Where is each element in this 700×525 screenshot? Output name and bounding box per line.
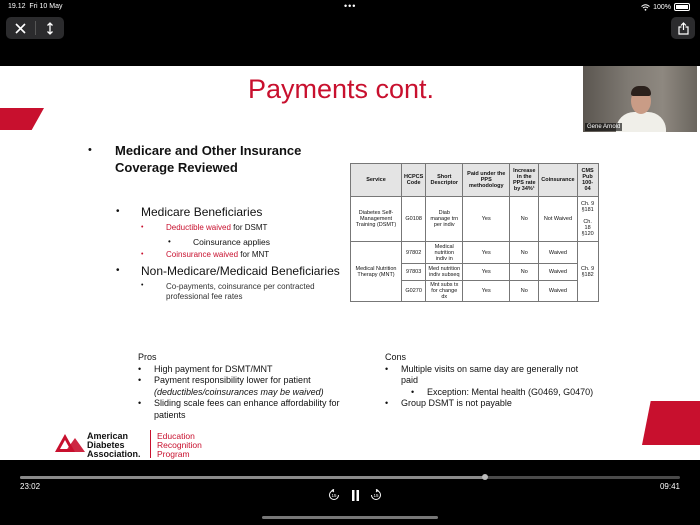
resize-button[interactable] xyxy=(36,17,64,39)
header-increase: Increase in the PPS rate by 34%¹ xyxy=(510,164,539,197)
cons-item xyxy=(385,398,593,410)
status-bar xyxy=(0,0,700,13)
for-mnt: for MNT xyxy=(238,250,270,259)
cell-cms-pub: Ch. 9 §181 Ch. 18 §120 xyxy=(577,197,598,242)
bullet-dot: • xyxy=(385,363,389,374)
cell-code: 97803 xyxy=(402,264,426,281)
top-left-controls xyxy=(6,17,64,39)
status-date: Fri 10 May xyxy=(29,3,63,10)
bullet-dot: • xyxy=(141,282,144,289)
non-medicare-beneficiaries: Non-Medicare/Medicaid Beneficiaries xyxy=(141,264,340,278)
cell-coinsurance: Not Waived xyxy=(539,197,577,242)
wifi-icon xyxy=(641,4,650,11)
erp-line1: Education xyxy=(157,431,195,441)
deductible-line xyxy=(166,223,267,232)
cell-increase: No xyxy=(510,197,539,242)
cell-increase: No xyxy=(510,281,539,302)
skip-back-label: 15 xyxy=(331,492,337,498)
copay-line1: Co-payments, coinsurance per contracted xyxy=(166,282,315,291)
ada-line2: Diabetes xyxy=(87,440,125,450)
header-service: Service xyxy=(351,164,402,197)
cell-paid: Yes xyxy=(463,197,510,242)
ada-line3: Association. xyxy=(87,449,141,459)
pros-section xyxy=(138,352,339,421)
erp-line3: Program xyxy=(157,449,190,459)
cell-descriptor: Medical nutrition indiv in xyxy=(426,242,463,264)
pros-item-text: High payment for DSMT/MNT xyxy=(154,363,273,374)
video-person-body xyxy=(616,112,666,132)
cell-increase: No xyxy=(510,242,539,264)
main-heading xyxy=(115,142,301,176)
close-button[interactable] xyxy=(6,17,35,39)
cons-item-text: paid xyxy=(401,375,419,385)
multitasking-dots-icon[interactable]: ••• xyxy=(344,1,357,11)
bullet-dot: • xyxy=(138,363,142,374)
slide-title: Payments cont. xyxy=(247,74,435,104)
coinsurance-applies: Coinsurance applies xyxy=(193,237,271,247)
medicare-beneficiaries: Medicare Beneficiaries xyxy=(141,205,263,219)
cell-service: Medical Nutrition Therapy (MNT) xyxy=(351,242,402,302)
bullet-dot: • xyxy=(411,386,415,397)
progress-fill xyxy=(20,476,485,479)
ada-line1: American xyxy=(87,431,129,441)
bullet-dot: • xyxy=(138,398,142,408)
ada-triangle-logo-icon xyxy=(55,434,85,456)
cons-section xyxy=(385,352,593,410)
cell-service: Diabetes Self-Management Training (DSMT) xyxy=(351,197,402,242)
share-button[interactable] xyxy=(671,17,695,39)
table-row xyxy=(351,242,599,264)
cons-title: Cons xyxy=(385,352,407,362)
header-pps: Paid under the PPS methodology xyxy=(463,164,510,197)
video-person-hair xyxy=(631,86,651,96)
battery-percent: 100% xyxy=(653,3,671,11)
cons-item-text: Group DSMT is not payable xyxy=(401,398,512,408)
remaining-time: 09:41 xyxy=(659,482,680,491)
header-descriptor: Short Descriptor xyxy=(426,164,463,197)
skip-forward-label: 15 xyxy=(373,492,379,498)
pause-icon xyxy=(351,490,360,501)
erp-wordmark xyxy=(157,432,202,459)
pros-item-text: Sliding scale fees can enhance affordability for xyxy=(154,398,340,408)
cell-code: G0270 xyxy=(402,281,426,302)
cell-coinsurance: Waived xyxy=(539,281,577,302)
bullet-dot: • xyxy=(116,265,120,276)
cell-coinsurance: Waived xyxy=(539,264,577,281)
copay-text xyxy=(166,282,315,302)
cons-sub-item xyxy=(385,387,593,399)
coinsurance-waived: Coinsurance waived xyxy=(166,250,239,259)
cell-paid: Yes xyxy=(463,264,510,281)
cell-code: 97802 xyxy=(402,242,426,264)
participant-video[interactable] xyxy=(583,66,697,132)
accent-shape-right xyxy=(642,401,700,445)
cell-code: G0108 xyxy=(402,197,426,242)
bullet-dot: • xyxy=(116,206,120,217)
status-right xyxy=(641,3,690,11)
header-coinsurance: Coinsurance xyxy=(539,164,577,197)
bullet-dot: • xyxy=(168,237,171,246)
header-cms-pub: CMS Pub 100-04 xyxy=(577,164,598,197)
skip-forward-button[interactable] xyxy=(369,488,383,502)
cell-descriptor: Mnt subs tx for change dx xyxy=(426,281,463,302)
table-header-row xyxy=(351,164,599,197)
battery-icon xyxy=(674,3,690,11)
copay-line2: professional fee rates xyxy=(166,292,243,301)
cons-item-text: Multiple visits on same day are generally not xyxy=(401,363,579,374)
progress-track[interactable] xyxy=(20,476,680,479)
pros-item xyxy=(138,375,339,398)
cell-cms-pub: Ch. 9 §182 xyxy=(577,242,598,302)
pause-button[interactable] xyxy=(348,488,362,502)
main-heading-line1: Medicare and Other Insurance xyxy=(115,143,302,158)
bullet-dot: • xyxy=(88,144,92,156)
cell-paid: Yes xyxy=(463,281,510,302)
elapsed-time: 23:02 xyxy=(20,482,41,491)
bullet-dot: • xyxy=(141,224,144,231)
cell-coinsurance: Waived xyxy=(539,242,577,264)
cell-increase: No xyxy=(510,264,539,281)
cons-sub-item-text: Exception: Mental health (G0469, G0470) xyxy=(427,386,594,397)
cell-paid: Yes xyxy=(463,242,510,264)
pros-item-text: Payment responsibility lower for patient xyxy=(154,375,311,385)
header-hcpcs: HCPCS Code xyxy=(402,164,426,197)
for-dsmt: for DSMT xyxy=(230,223,268,232)
coinsurance-line xyxy=(166,250,269,259)
home-indicator[interactable] xyxy=(262,516,438,519)
cons-item xyxy=(385,364,593,387)
table-row xyxy=(351,197,599,242)
cell-descriptor: Diab manage trn per indiv xyxy=(426,197,463,242)
bullet-dot: • xyxy=(141,251,144,258)
bullet-dot: • xyxy=(138,375,142,385)
pros-item-text: patients xyxy=(154,409,186,420)
resize-icon xyxy=(46,22,54,35)
ada-wordmark xyxy=(87,432,141,459)
share-icon xyxy=(678,22,689,35)
cell-descriptor: Med nutrition indiv subseq xyxy=(426,264,463,281)
logo-divider xyxy=(150,430,151,458)
main-heading-line2: Coverage Reviewed xyxy=(115,160,238,175)
pros-item-note: (deductibles/coinsurances may be waived) xyxy=(154,386,324,397)
presentation-slide xyxy=(0,66,700,460)
participant-name: Gene Arnold xyxy=(587,124,621,130)
skip-back-button[interactable] xyxy=(327,488,341,502)
accent-shape-left xyxy=(0,108,44,130)
pros-item xyxy=(138,398,339,421)
erp-line2: Recognition xyxy=(157,440,202,450)
status-time-date xyxy=(8,3,62,10)
deductible-waived: Deductible waived xyxy=(166,223,231,232)
status-time: 19.12 xyxy=(8,3,26,10)
bullet-dot: • xyxy=(385,398,389,408)
close-icon xyxy=(15,23,26,34)
pros-item xyxy=(138,364,339,376)
pros-title: Pros xyxy=(138,352,157,362)
progress-scrubber[interactable] xyxy=(482,474,488,480)
payments-table xyxy=(350,163,599,302)
